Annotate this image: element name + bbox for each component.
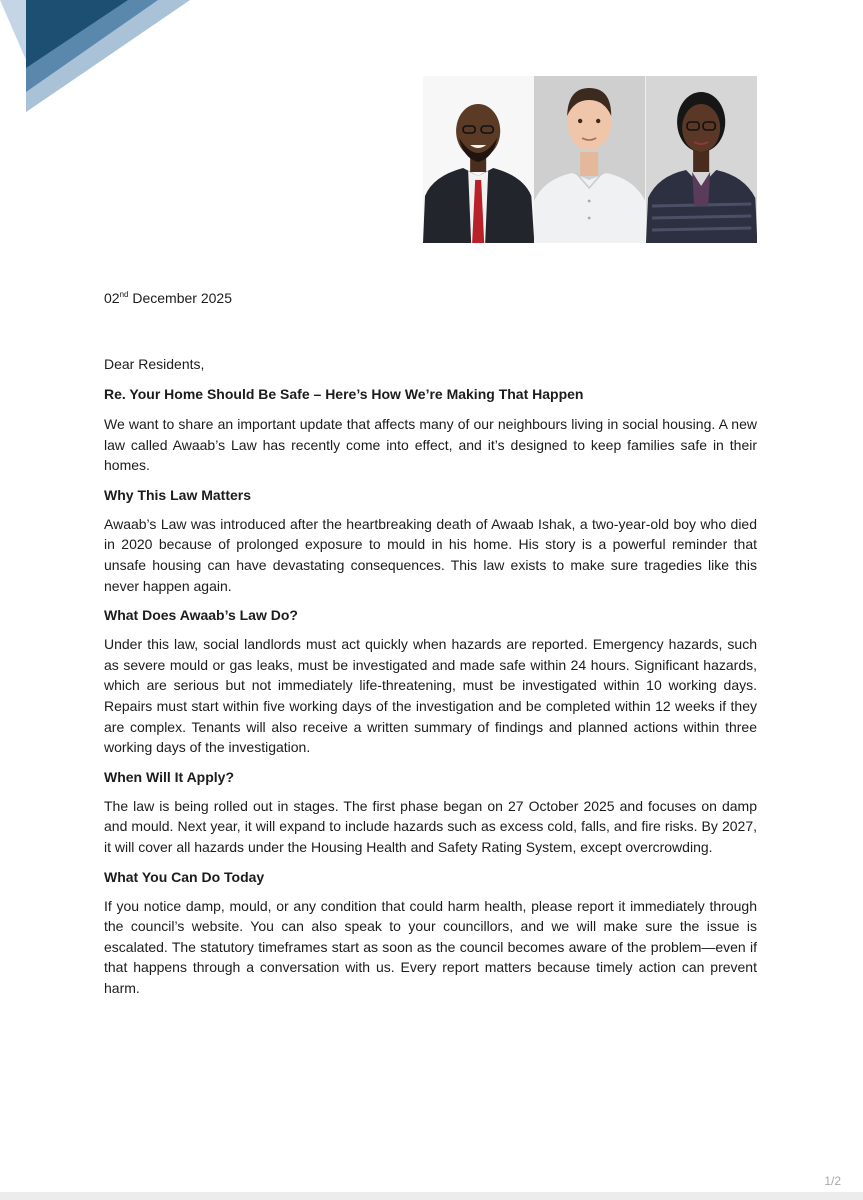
- intro-paragraph: We want to share an important update that affects many of our neighbours living in social housing. A new law called Awaab’s Law has recently come into effect, and it’s designed to keep families safe in their homes.: [104, 416, 757, 474]
- portrait-man-white-shirt: [534, 76, 645, 243]
- section-heading-what-law-does: What Does Awaab’s Law Do?: [104, 607, 298, 624]
- section-body-what-you-can-do: If you notice damp, mould, or any condition that could harm health, please report it immediately through the council’s website. You can also speak to your councillors, and we will make sure the issue is escalated. The statutory timeframes start as soon as the council becomes aware of the problem—even if that happens through a conversation with us. Every report matters because timely action can prevent harm.: [104, 897, 757, 996]
- section-body-why-law-matters: Awaab’s Law was introduced after the heartbreaking death of Awaab Ishak, a two-year-old boy who died in 2020 because of prolonged exposure to mould in his home. His story is a powerful reminder that unsafe housing can have devastating consequences. This law exists to make sure tragedies like this never happen again.: [104, 515, 757, 594]
- letter-date: 02nd December 2025: [104, 290, 232, 306]
- section-heading-why-law-matters: Why This Law Matters: [104, 486, 252, 503]
- brand-corner-decoration: [0, 0, 200, 120]
- letter-body: [104, 355, 757, 1008]
- greeting: Dear Residents,: [104, 356, 205, 372]
- section-heading-what-you-can-do: What You Can Do Today: [104, 868, 265, 885]
- councillor-photos: [423, 76, 757, 243]
- section-body-when-apply: The law is being rolled out in stages. The first phase began on 27 October 2025 and focuses on damp and mould. Next year, it will expand to include hazards such as excess cold, falls, and fire risks. By 2027, it will cover all hazards under the Housing Health and Safety Rating System, except overcrowding.: [104, 797, 757, 855]
- date-ordinal-suffix: nd: [119, 290, 129, 299]
- section-body-what-law-does: Under this law, social landlords must act quickly when hazards are reported. Emergency hazards, such as severe mould or gas leaks, must be investigated and made safe within 24 hours. Significant hazards, which are serious but not immediately life-threatening, must be investigated within 10 working days. Repairs must start within five working days of the investigation and be completed within 12 weeks if they are complex. Tenants will also receive a written summary of findings and planned actions within three working days of the investigation.: [104, 636, 757, 756]
- subject-line: Re. Your Home Should Be Safe – Here’s How We’re Making That Happen: [104, 386, 584, 402]
- portrait-man-red-tie: [423, 76, 534, 243]
- section-heading-when-apply: When Will It Apply?: [104, 768, 235, 785]
- page-counter: 1/2: [824, 1174, 841, 1188]
- portrait-woman-glasses: [646, 76, 757, 243]
